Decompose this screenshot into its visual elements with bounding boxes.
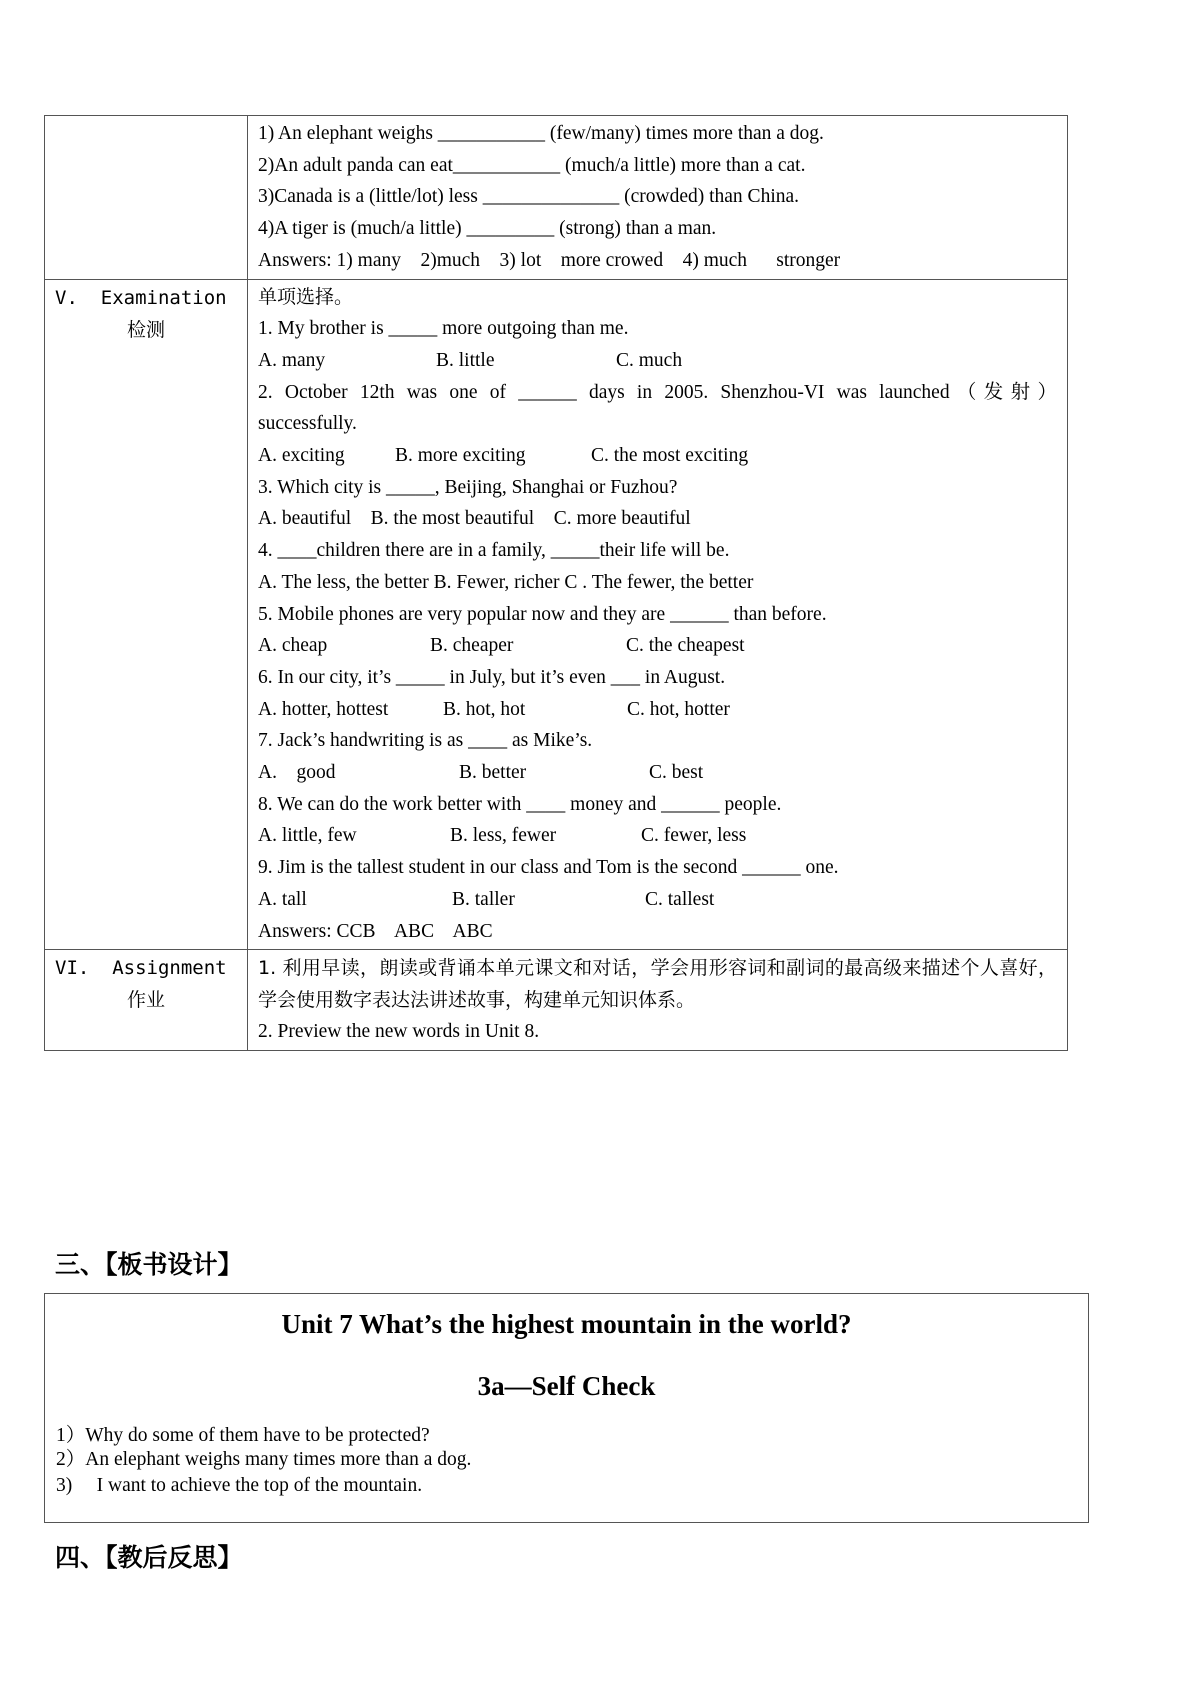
option: C. hot, hotter <box>627 698 730 720</box>
examination-cell <box>248 279 1068 950</box>
option: C. tallest <box>645 888 715 910</box>
table-row-assignment <box>45 950 1068 1051</box>
question-5-options <box>258 630 1057 662</box>
question-6: 6. In our city, it’s _____ in July, but it’s even ___ in August. <box>258 666 726 688</box>
blackboard-design-box <box>44 1293 1089 1523</box>
examination-answers: Answers: CCB ABC ABC <box>258 920 493 942</box>
option: C. the cheapest <box>626 635 745 657</box>
section-4-heading: 四、【教后反思】 <box>55 1543 243 1572</box>
question-8-options <box>258 820 1057 852</box>
option: A. tall <box>258 888 307 910</box>
examination-label-zh: 检测 <box>126 318 165 341</box>
option: A. cheap <box>258 635 328 657</box>
question-2-options <box>258 440 1057 472</box>
assignment-item-1: 1. 利用早读，朗读或背诵本单元课文和对话，学会用形容词和副词的最高级来描述个人喜好，学会使用数字表达法讲述故事，构建单元知识体系。 <box>258 957 1057 1012</box>
question-1-options <box>258 345 1057 377</box>
exercise-line-4: 4)A tiger is (much/a little) _________ (strong) than a man. <box>258 218 717 240</box>
assignment-label-zh: 作业 <box>126 989 165 1012</box>
option: B. cheaper <box>430 635 514 657</box>
option: B. taller <box>452 888 515 910</box>
question-1: 1. My brother is _____ more outgoing than me. <box>258 318 629 340</box>
table-row-examination <box>45 279 1068 950</box>
option: B. better <box>459 762 527 784</box>
option: A. hotter, hottest <box>258 698 389 720</box>
examination-label-cell <box>45 279 248 950</box>
question-2-cont: successfully. <box>258 413 357 435</box>
section-title: 单项选择。 <box>258 285 354 308</box>
option: B. hot, hot <box>443 698 526 720</box>
section-3-heading: 三、【板书设计】 <box>55 1250 243 1279</box>
board-line-3: 3) I want to achieve the top of the mountain. <box>56 1475 423 1496</box>
option: C. best <box>649 762 704 784</box>
option: A. many <box>258 349 326 371</box>
exercise-line-3: 3)Canada is a (little/lot) less ______________ (crowded) than China. <box>258 186 800 208</box>
question-4-options: A. The less, the better B. Fewer, richer C . The fewer, the better <box>258 571 754 593</box>
question-8: 8. We can do the work better with ____ money and ______ people. <box>258 793 782 815</box>
question-5: 5. Mobile phones are very popular now and they are ______ than before. <box>258 603 827 625</box>
assignment-label-cell <box>45 950 248 1051</box>
row-label-empty <box>45 116 248 280</box>
board-line-1: 1）Why do some of them have to be protected? <box>56 1425 430 1446</box>
table-row-exercise <box>45 116 1068 280</box>
question-4: 4. ____children there are in a family, _____their life will be. <box>258 540 730 562</box>
board-title: Unit 7 What’s the highest mountain in the world? <box>281 1309 852 1339</box>
option: C. the most exciting <box>591 445 749 467</box>
option: C. much <box>616 349 683 371</box>
option: C. fewer, less <box>641 825 747 847</box>
question-6-options <box>258 694 1057 726</box>
question-3-options: A. beautiful B. the most beautiful C. more beautiful <box>258 508 691 530</box>
option: B. less, fewer <box>450 825 557 847</box>
option: B. more exciting <box>395 445 526 467</box>
option: A. little, few <box>258 825 357 847</box>
assignment-item-2: 2. Preview the new words in Unit 8. <box>258 1021 540 1043</box>
exercise-line-2: 2)An adult panda can eat___________ (much/a little) more than a cat. <box>258 154 806 176</box>
option: A. exciting <box>258 445 345 467</box>
exercise-line-1: 1) An elephant weighs ___________ (few/many) times more than a dog. <box>258 123 824 144</box>
option: A. good <box>258 762 336 784</box>
examination-label-en: V. Examination <box>55 286 227 309</box>
exercise-cell <box>248 116 1068 280</box>
question-3: 3. Which city is _____, Beijing, Shanghai or Fuzhou? <box>258 476 678 498</box>
question-7-options <box>258 757 1057 789</box>
board-subtitle: 3a—Self Check <box>477 1371 656 1401</box>
question-2: 2. October 12th was one of ______ days in 2005. Shenzhou-VI was launched（发射） <box>258 381 1057 403</box>
lesson-table <box>44 115 1068 1051</box>
question-9-options <box>258 884 1057 916</box>
question-7: 7. Jack’s handwriting is as ____ as Mike’s. <box>258 730 593 752</box>
board-line-2: 2）An elephant weighs many times more than a dog. <box>56 1449 472 1470</box>
option: B. little <box>436 349 495 371</box>
question-9: 9. Jim is the tallest student in our class and Tom is the second ______ one. <box>258 857 839 879</box>
assignment-cell <box>248 950 1068 1051</box>
assignment-label-en: VI. Assignment <box>55 957 227 980</box>
exercise-answers: Answers: 1) many 2)much 3) lot more crowed 4) much stronger <box>258 249 841 271</box>
